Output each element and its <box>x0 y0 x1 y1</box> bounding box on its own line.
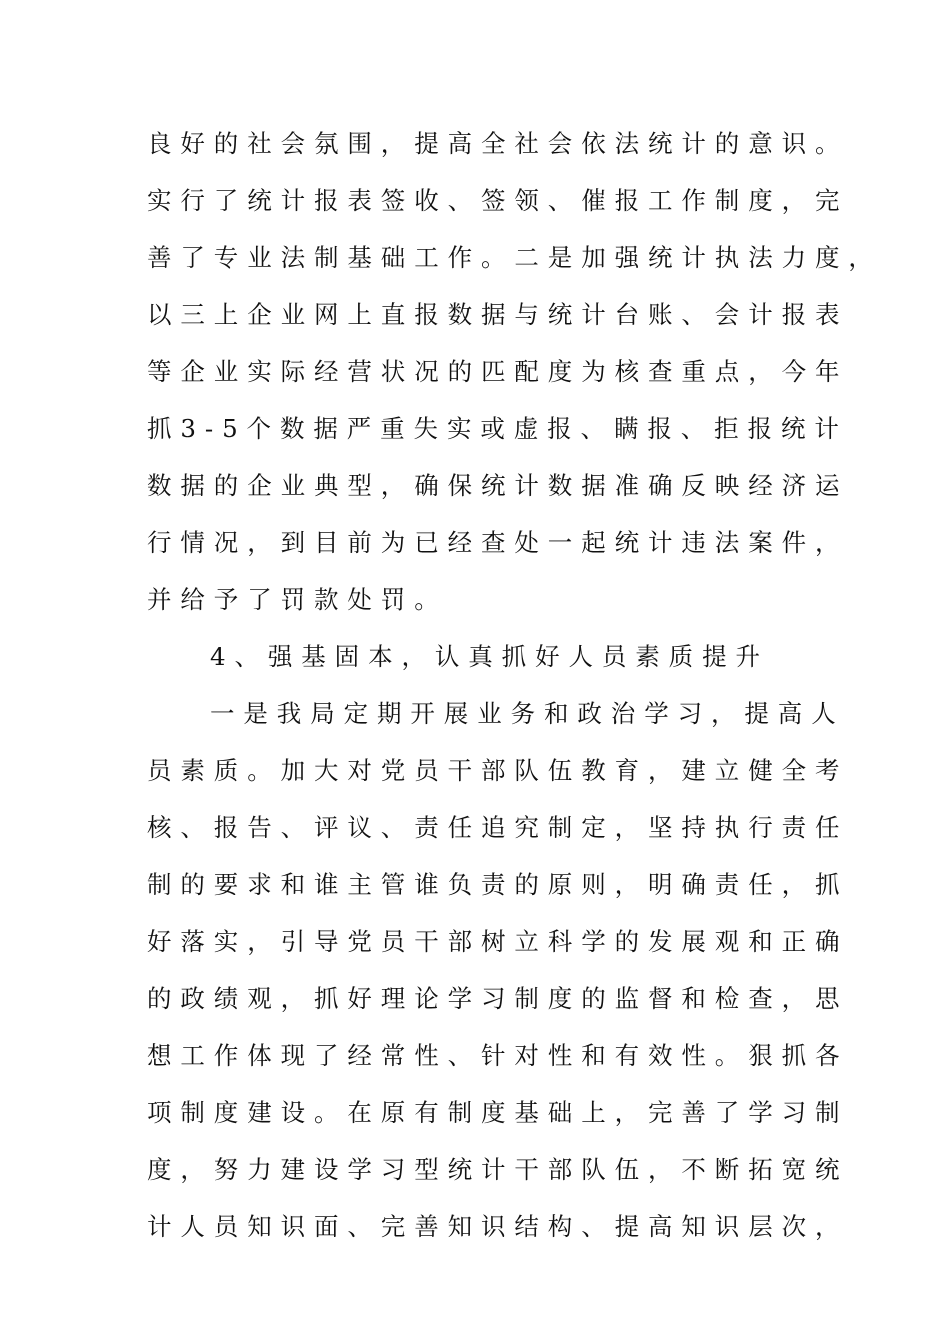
text-line: 并给予了罚款处罚。 <box>147 585 448 614</box>
paragraph-first-line: 一是我局定期开展业务和政治学习，提高人 <box>210 699 845 728</box>
text-line: 数据的企业典型，确保统计数据准确反映经济运 <box>147 471 849 500</box>
text-line: 行情况，到目前为已经查处一起统计违法案件， <box>147 528 849 557</box>
text-line: 核、报告、评议、责任追究制定，坚持执行责任 <box>147 813 849 842</box>
text-line: 好落实，引导党员干部树立科学的发展观和正确 <box>147 927 849 956</box>
text-line: 以三上企业网上直报数据与统计台账、会计报表 <box>147 300 849 329</box>
text-line: 计人员知识面、完善知识结构、提高知识层次， <box>147 1212 849 1241</box>
text-line: 抓3-5个数据严重失实或虚报、瞒报、拒报统计 <box>147 414 848 443</box>
text-line: 想工作体现了经常性、针对性和有效性。狠抓各 <box>147 1041 849 1070</box>
text-line: 良好的社会氛围，提高全社会依法统计的意识。 <box>147 129 849 158</box>
text-line: 度，努力建设学习型统计干部队伍，不断拓宽统 <box>147 1155 849 1184</box>
text-line: 善了专业法制基础工作。二是加强统计执法力度， <box>147 243 882 272</box>
text-line: 制的要求和谁主管谁负责的原则，明确责任，抓 <box>147 870 849 899</box>
text-line: 等企业实际经营状况的匹配度为核查重点，今年 <box>147 357 849 386</box>
text-line: 实行了统计报表签收、签领、催报工作制度，完 <box>147 186 849 215</box>
text-line: 项制度建设。在原有制度基础上，完善了学习制 <box>147 1098 849 1127</box>
text-line: 的政绩观，抓好理论学习制度的监督和检查，思 <box>147 984 849 1013</box>
text-line: 员素质。加大对党员干部队伍教育，建立健全考 <box>147 756 849 785</box>
section-heading: 4、强基固本，认真抓好人员素质提升 <box>210 642 769 671</box>
